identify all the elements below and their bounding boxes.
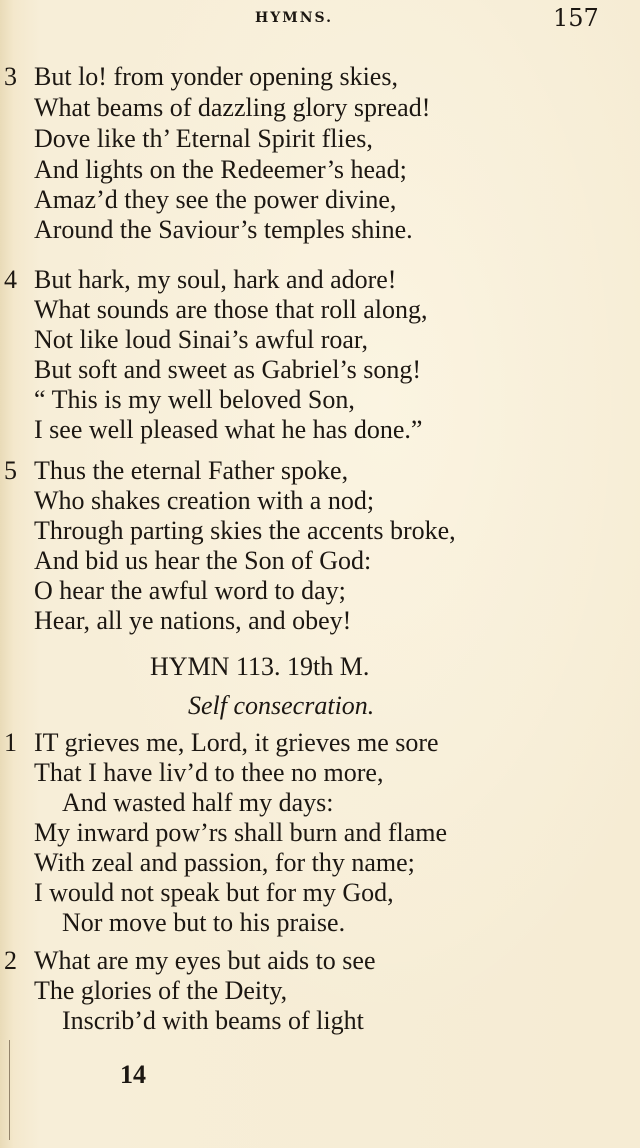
verse-line: What are my eyes but aids to see	[34, 946, 376, 975]
stanza-number: 2	[4, 946, 17, 975]
verse-line: I would not speak but for my God,	[34, 878, 394, 907]
verse-line: Who shakes creation with a nod;	[34, 486, 375, 515]
verse-line: Around the Saviour’s temples shine.	[34, 215, 413, 244]
verse-line: “ This is my well beloved Son,	[34, 385, 355, 414]
stanza-number: 4	[4, 265, 17, 294]
verse-line: Through parting skies the accents broke,	[34, 516, 456, 545]
verse-line: Thus the eternal Father spoke,	[34, 456, 349, 485]
verse-line: And wasted half my days:	[62, 788, 334, 817]
stanza-number: 3	[4, 62, 17, 91]
verse-line: What sounds are those that roll along,	[34, 295, 428, 324]
signature-mark: 14	[120, 1060, 146, 1089]
verse-line: Dove like th’ Eternal Spirit flies,	[34, 124, 373, 153]
verse-line: IT grieves me, Lord, it grieves me sore	[34, 728, 439, 757]
verse-line: The glories of the Deity,	[34, 976, 288, 1005]
verse-line: Nor move but to his praise.	[62, 908, 346, 937]
verse-line: Not like loud Sinai’s awful roar,	[34, 325, 369, 354]
running-head: HYMNS.	[255, 10, 334, 26]
verse-line: With zeal and passion, for thy name;	[34, 848, 415, 877]
stanza-number: 1	[4, 728, 17, 757]
verse-line: O hear the awful word to day;	[34, 576, 346, 605]
verse-line: That I have liv’d to thee no more,	[34, 758, 384, 787]
page-number: 157	[553, 4, 599, 32]
stanza-number: 5	[4, 456, 17, 485]
verse-line: But soft and sweet as Gabriel’s song!	[34, 355, 422, 384]
verse-line: What beams of dazzling glory spread!	[34, 93, 431, 122]
verse-line: But lo! from yonder opening skies,	[34, 62, 398, 91]
verse-line: My inward pow’rs shall burn and flame	[34, 818, 448, 847]
verse-line: And bid us hear the Son of God:	[34, 546, 372, 575]
verse-line: I see well pleased what he has done.”	[34, 415, 423, 444]
verse-line: Hear, all ye nations, and obey!	[34, 606, 352, 635]
hymn-subtitle: Self consecration.	[188, 691, 375, 720]
page-edge-line	[9, 1040, 10, 1140]
verse-line: Amaz’d they see the power divine,	[34, 185, 397, 214]
verse-line: And lights on the Redeemer’s head;	[34, 155, 407, 184]
verse-line: But hark, my soul, hark and adore!	[34, 265, 397, 294]
hymn-heading: HYMN 113. 19th M.	[150, 652, 370, 681]
verse-line: Inscrib’d with beams of light	[62, 1006, 364, 1035]
